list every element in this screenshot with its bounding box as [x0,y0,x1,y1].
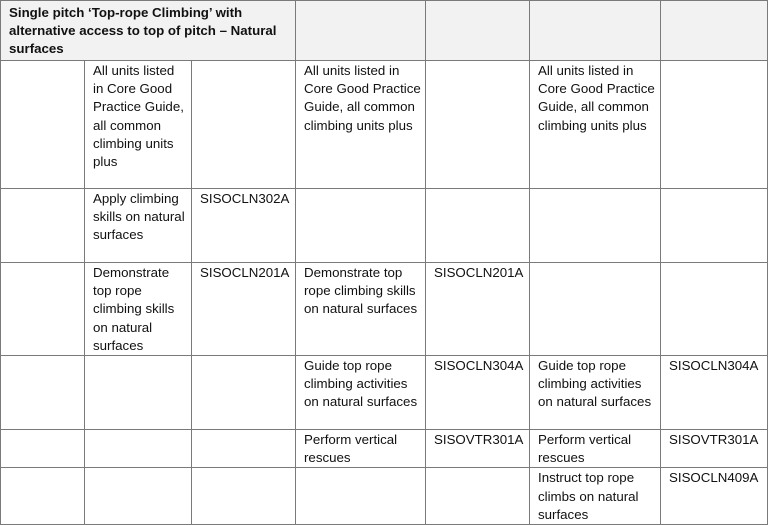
header-row [1,1,768,61]
table-cell: All units listed in Core Good Practice Guide, all common climbing units plus [296,61,426,189]
table-cell [530,189,661,263]
table-cell: SISOCLN304A [426,356,530,430]
table-cell: SISOVTR301A [661,430,768,468]
table-cell [1,356,85,430]
table-cell [192,430,296,468]
table-cell: Perform vertical rescues [296,430,426,468]
table-cell [1,468,85,525]
table-cell: SISOCLN201A [192,263,296,356]
table-row [1,468,768,525]
table-cell [85,356,192,430]
table-cell: Guide top rope climbing activities on natural surfaces [296,356,426,430]
header-cell [426,1,530,61]
table-cell: Demonstrate top rope climbing skills on natural surfaces [85,263,192,356]
table-row [1,356,768,430]
table-cell [426,61,530,189]
table-title: Single pitch ‘Top-rope Climbing’ with alternative access to top of pitch – Natural surfaces [1,1,296,61]
table-cell: SISOCLN302A [192,189,296,263]
table-cell: Apply climbing skills on natural surfaces [85,189,192,263]
table-cell: SISOCLN201A [426,263,530,356]
table-cell [426,468,530,525]
table-cell [530,263,661,356]
table-row [1,61,768,189]
table-cell [1,189,85,263]
table-cell [1,263,85,356]
table-cell: All units listed in Core Good Practice Guide, all common climbing units plus [530,61,661,189]
header-cell [296,1,426,61]
table-cell: Perform vertical rescues [530,430,661,468]
table-cell [85,468,192,525]
table-row [1,189,768,263]
table-row [1,430,768,468]
table-cell [192,61,296,189]
table-cell [192,468,296,525]
table-cell [296,468,426,525]
table-row [1,263,768,356]
table-cell: Demonstrate top rope climbing skills on natural surfaces [296,263,426,356]
header-cell [530,1,661,61]
table-cell: SISOCLN409A [661,468,768,525]
header-cell [661,1,768,61]
table-cell [85,430,192,468]
table-cell [661,189,768,263]
table-cell [426,189,530,263]
table-cell: SISOCLN304A [661,356,768,430]
table-cell: SISOVTR301A [426,430,530,468]
table-cell [192,356,296,430]
table-cell [296,189,426,263]
table-cell [661,263,768,356]
table-cell: All units listed in Core Good Practice Guide, all common climbing units plus [85,61,192,189]
table-cell: Guide top rope climbing activities on natural surfaces [530,356,661,430]
table-cell: Instruct top rope climbs on natural surfaces [530,468,661,525]
table-cell [1,430,85,468]
table-cell [661,61,768,189]
table-cell [1,61,85,189]
